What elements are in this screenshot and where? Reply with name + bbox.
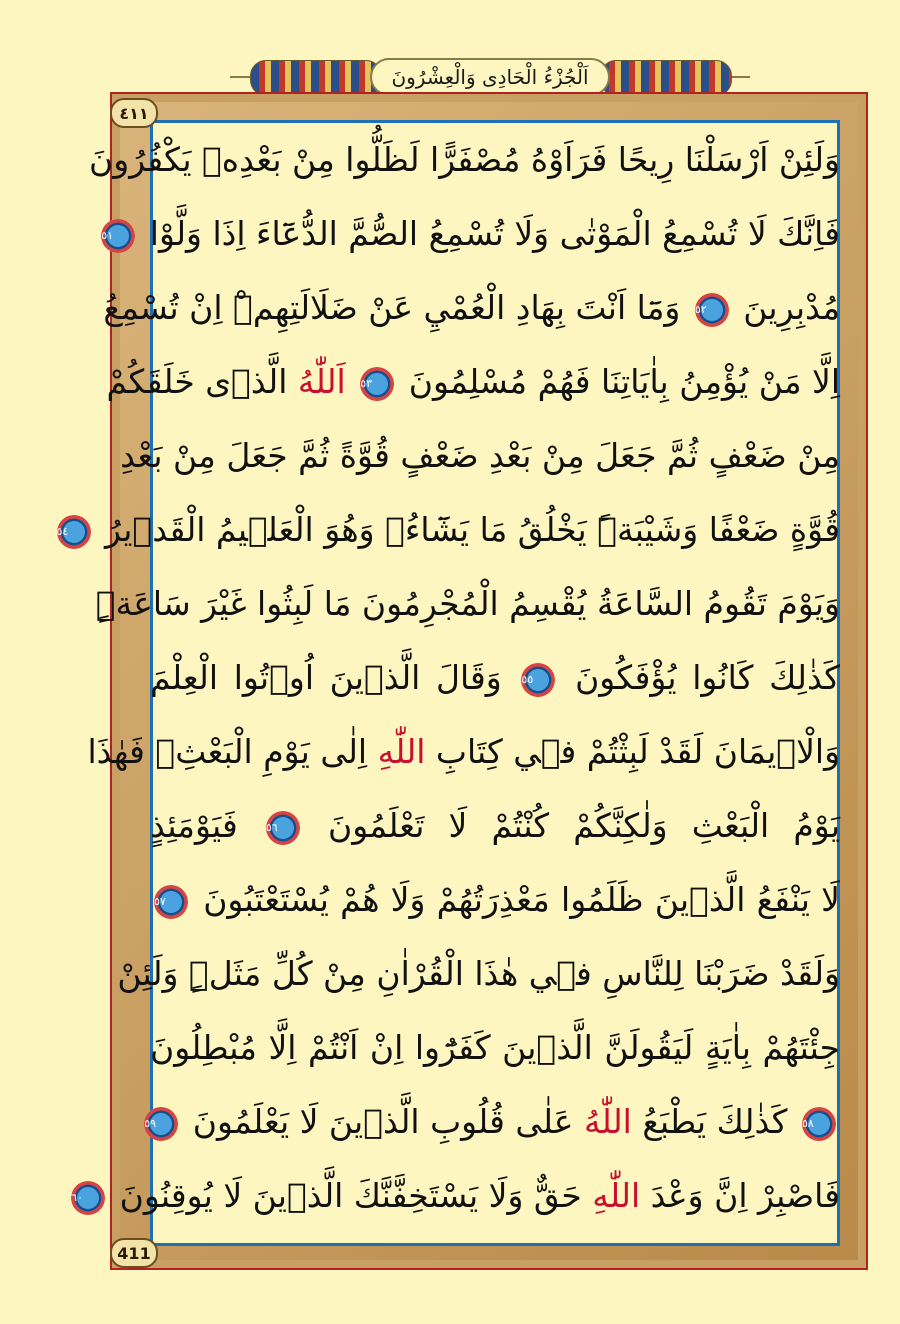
verse-text: مُدْبِرِينَ	[732, 288, 840, 327]
verse-text: يَوْمُ الْبَعْثِ وَلٰكِنَّكُمْ كُنْتُمْ لَا تَعْلَمُونَ	[303, 806, 840, 845]
verse-text: اِلَّا مَنْ يُؤْمِنُ بِاٰيَاتِنَا فَهُمْ مُسْلِمُونَ	[398, 362, 840, 401]
verse-lines	[56, 130, 840, 1240]
juz-title: اَلْجُزْءُ الْحَادِى وَالْعِشْرُونَ	[370, 58, 610, 96]
verse-text: جِئْتَهُمْ بِاٰيَةٍ لَيَقُولَنَّ الَّذ۪ينَ كَفَرُٓوا اِنْ اَنْتُمْ اِلَّا مُبْطِلُونَ	[150, 1028, 840, 1067]
ayah-number-marker: ٥٢	[695, 293, 729, 327]
ayah-number-marker: ٥٩	[144, 1107, 178, 1141]
page-number-top: ٤١١	[110, 98, 158, 128]
ayah-number-marker: ٥٥	[521, 663, 555, 697]
verse-text: اِلٰى يَوْمِ الْبَعْثِۘ فَهٰذَا	[87, 732, 368, 771]
ayah-number-marker: ٥٦	[266, 811, 300, 845]
verse-text: كَذٰلِكَ كَانُوا يُؤْفَكُونَ	[559, 658, 840, 697]
verse-line	[106, 352, 840, 412]
verse-line	[150, 870, 840, 930]
verse-line	[144, 1092, 840, 1152]
verse-text: عَلٰى قُلُوبِ الَّذ۪ينَ لَا يَعْلَمُونَ	[182, 1102, 574, 1141]
verse-text: كَذٰلِكَ يَطْبَعُ	[631, 1102, 798, 1141]
verse-text: الَّذ۪ى خَلَقَكُمْ	[106, 362, 288, 401]
divine-name: اللّٰهِ	[367, 732, 426, 771]
verse-line	[56, 500, 840, 560]
divine-name: اَللّٰهُ	[287, 362, 357, 401]
verse-text: مِنْ ضَعْفٍ ثُمَّ جَعَلَ مِنْ بَعْدِ ضَعْفٍ قُوَّةً ثُمَّ جَعَلَ مِنْ بَعْدِ	[120, 436, 840, 475]
header-ornament-left	[250, 60, 382, 96]
ayah-number-marker: ٥٨	[802, 1107, 836, 1141]
verse-text: فَيَوْمَئِذٍ	[150, 806, 262, 845]
verse-line	[117, 944, 840, 1004]
verse-text: فَاِنَّكَ لَا تُسْمِعُ الْمَوْتٰى وَلَا تُسْمِعُ الصُّمَّ الدُّعَٓاءَ اِذَا وَلَّوْا	[139, 214, 840, 253]
verse-text: فَاصْبِرْ اِنَّ وَعْدَ	[640, 1176, 840, 1215]
verse-text: لَا يَنْفَعُ الَّذ۪ينَ ظَلَمُوا مَعْذِرَتُهُمْ وَلَا هُمْ يُسْتَعْتَبُونَ	[192, 880, 840, 919]
divine-name: اللّٰهُ	[573, 1102, 632, 1141]
verse-line	[103, 278, 840, 338]
verse-text: وَالْا۪يمَانَ لَقَدْ لَبِثْتُمْ ف۪ي كِتَابِ	[425, 732, 840, 771]
ayah-number-marker: ٥٧	[154, 885, 188, 919]
verse-line	[101, 204, 840, 264]
verse-line	[150, 796, 840, 856]
verse-text: حَقٌّ وَلَا يَسْتَخِفَّنَّكَ الَّذ۪ينَ لَا يُوقِنُونَ	[109, 1176, 582, 1215]
verse-text: قُوَّةٍ ضَعْفًا وَشَيْبَةًۜ يَخْلُقُ مَا يَشَٓاءُۚ وَهُوَ الْعَل۪يمُ الْقَد۪يرُ	[94, 510, 840, 549]
ayah-number-marker: ٥١	[101, 219, 135, 253]
ayah-number-marker: ٥٣	[360, 367, 394, 401]
verse-line	[71, 1166, 840, 1226]
verse-line	[150, 1018, 840, 1078]
verse-line	[150, 648, 840, 708]
divine-name: اللّٰهِ	[581, 1176, 641, 1215]
verse-text: وَلَقَدْ ضَرَبْنَا لِلنَّاسِ ف۪ي هٰذَا الْقُرْاٰنِ مِنْ كُلِّ مَثَلٍۜ وَلَئِنْ	[117, 954, 840, 993]
verse-line	[87, 722, 840, 782]
ayah-number-marker: ٦٠	[71, 1181, 105, 1215]
verse-text: وَيَوْمَ تَقُومُ السَّاعَةُ يُقْسِمُ الْمُجْرِمُونَ مَا لَبِثُوا غَيْرَ سَاعَةٍۜ	[95, 584, 840, 623]
verse-line	[95, 574, 840, 634]
header-ornament-right	[600, 60, 732, 96]
page-number-bottom: 411	[110, 1238, 158, 1268]
verse-line	[89, 130, 840, 190]
ayah-number-marker: ٥٤	[57, 515, 91, 549]
verse-text: وَقَالَ الَّذ۪ينَ اُو۫تُوا الْعِلْمَ	[150, 658, 518, 697]
verse-text: وَمَٓا اَنْتَ بِهَادِ الْعُمْيِ عَنْ ضَلَالَتِهِمْۜ اِنْ تُسْمِعُ	[103, 288, 691, 327]
verse-line	[120, 426, 840, 486]
verse-text: وَلَئِنْ اَرْسَلْنَا رِيحًا فَرَاَوْهُ مُصْفَرًّا لَظَلُّوا مِنْ بَعْدِهٖ يَكْفُرُونَ	[89, 140, 840, 179]
